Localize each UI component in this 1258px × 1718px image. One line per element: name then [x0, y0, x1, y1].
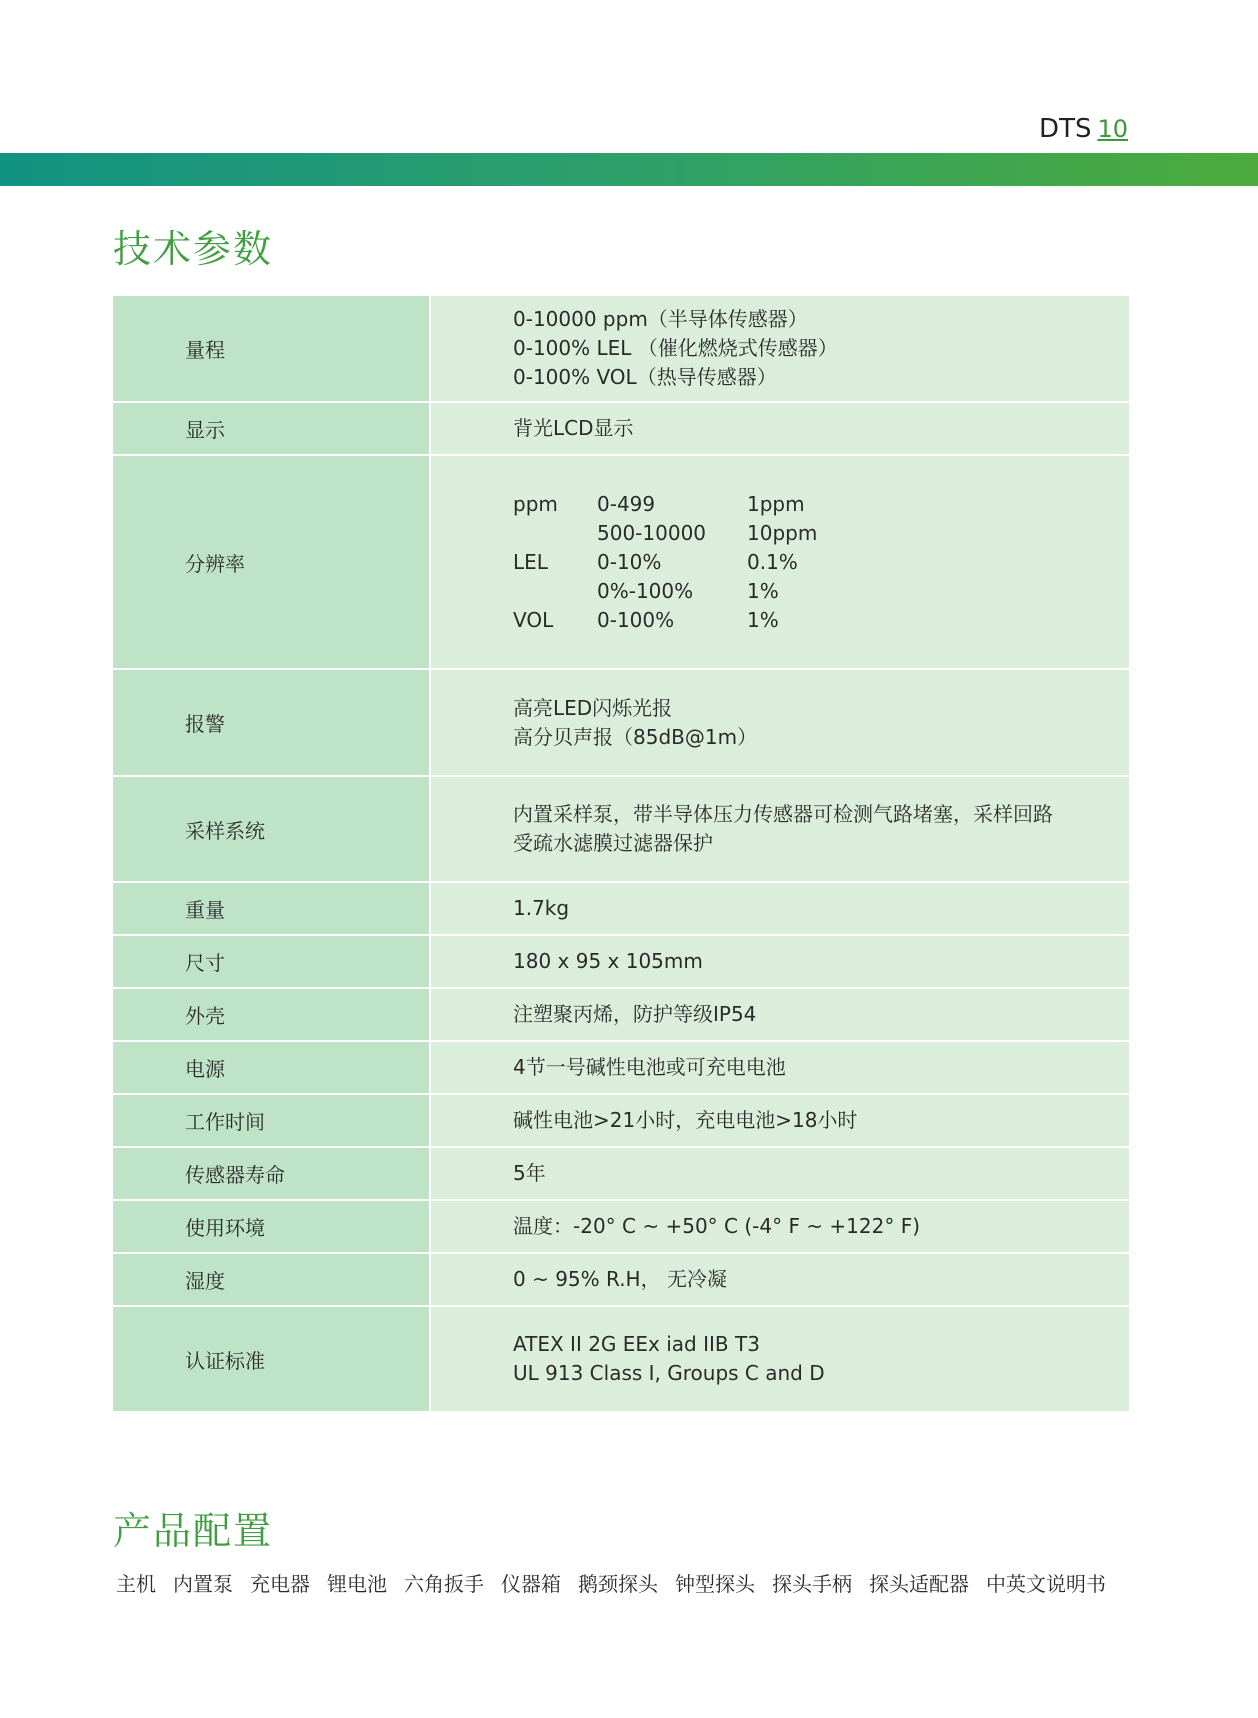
spec-label: 重量 — [113, 882, 430, 935]
res-step: 1% — [747, 578, 779, 603]
spec-label: 电源 — [113, 1041, 430, 1094]
spec-value: 注塑聚丙烯，防护等级IP54 — [430, 988, 1129, 1041]
spec-row-weight — [113, 882, 1129, 935]
spec-label: 量程 — [113, 296, 430, 402]
value-line: 高分贝声报（85dB@1m） — [513, 724, 758, 749]
spec-row-sampling — [113, 776, 1129, 882]
spec-row-environment — [113, 1200, 1129, 1253]
res-range: 0%-100% — [597, 578, 694, 603]
spec-value — [430, 1306, 1129, 1412]
spec-label: 尺寸 — [113, 935, 430, 988]
spec-label: 显示 — [113, 402, 430, 455]
spec-table — [113, 296, 1129, 1413]
spec-row-power — [113, 1041, 1129, 1094]
spec-value — [430, 455, 1129, 669]
config-item: 探头手柄 — [772, 1572, 852, 1596]
spec-row-alarm — [113, 669, 1129, 776]
config-item: 充电器 — [250, 1572, 310, 1596]
page-header — [1039, 114, 1128, 144]
spec-row-resolution — [113, 455, 1129, 669]
res-unit: LEL — [513, 549, 548, 574]
spec-value: 温度：-20° C ~ +50° C (-4° F ~ +122° F) — [430, 1200, 1129, 1253]
spec-row-certification — [113, 1306, 1129, 1412]
spec-row-housing — [113, 988, 1129, 1041]
spec-row-humidity — [113, 1253, 1129, 1306]
header-band — [0, 153, 1258, 186]
res-step: 1% — [747, 607, 779, 632]
spec-label: 外壳 — [113, 988, 430, 1041]
config-item: 鹅颈探头 — [578, 1572, 658, 1596]
spec-row-display — [113, 402, 1129, 455]
config-item: 仪器箱 — [501, 1572, 561, 1596]
page-number: 10 — [1097, 115, 1128, 143]
spec-label: 报警 — [113, 669, 430, 776]
value-line: 0-100% VOL（热导传感器） — [513, 365, 777, 389]
spec-row-sensor-life — [113, 1147, 1129, 1200]
res-range: 500-10000 — [597, 520, 707, 545]
section-title-params: 技术参数 — [113, 227, 274, 271]
config-item: 主机 — [116, 1572, 156, 1596]
config-list — [116, 1568, 1106, 1597]
spec-label: 采样系统 — [113, 776, 430, 882]
spec-value: 1.7kg — [430, 882, 1129, 935]
config-item: 钟型探头 — [675, 1572, 755, 1596]
res-step: 10ppm — [747, 520, 818, 545]
value-line: 0-100% LEL （催化燃烧式传感器） — [513, 336, 838, 360]
spec-value — [430, 669, 1129, 776]
res-range: 0-100% — [597, 607, 675, 632]
spec-row-runtime — [113, 1094, 1129, 1147]
res-unit: ppm — [513, 491, 558, 516]
section-title-config: 产品配置 — [113, 1509, 274, 1553]
value-line: ATEX II 2G EEx iad IIB T3 — [513, 1332, 760, 1356]
spec-row-size — [113, 935, 1129, 988]
res-range: 0-10% — [597, 549, 662, 574]
spec-value — [430, 296, 1129, 402]
brand-label: DTS — [1039, 114, 1092, 144]
spec-label: 工作时间 — [113, 1094, 430, 1147]
res-unit — [513, 577, 597, 606]
spec-value — [430, 776, 1129, 882]
value-line: 0-10000 ppm（半导体传感器） — [513, 307, 808, 331]
value-line: 高亮LED闪烁光报 — [513, 695, 673, 720]
res-range: 0-499 — [597, 491, 656, 516]
spec-label: 分辨率 — [113, 455, 430, 669]
spec-value: 180 x 95 x 105mm — [430, 935, 1129, 988]
value-line: 内置采样泵，带半导体压力传感器可检测气路堵塞，采样回路 — [513, 802, 1053, 826]
config-item: 锂电池 — [327, 1572, 387, 1596]
config-item: 中英文说明书 — [986, 1572, 1106, 1596]
res-unit — [513, 519, 597, 548]
spec-value: 背光LCD显示 — [430, 402, 1129, 455]
spec-label: 传感器寿命 — [113, 1147, 430, 1200]
value-line: UL 913 Class I, Groups C and D — [513, 1361, 825, 1385]
spec-value: 4节一号碱性电池或可充电电池 — [430, 1041, 1129, 1094]
value-line: 受疏水滤膜过滤器保护 — [513, 831, 713, 855]
res-unit: VOL — [513, 607, 554, 632]
spec-value: 5年 — [430, 1147, 1129, 1200]
resolution-grid — [513, 490, 1128, 635]
config-item: 内置泵 — [173, 1572, 233, 1596]
spec-value: 碱性电池>21小时，充电电池>18小时 — [430, 1094, 1129, 1147]
spec-value: 0 ~ 95% R.H， 无冷凝 — [430, 1253, 1129, 1306]
res-step: 1ppm — [747, 491, 805, 516]
spec-label: 湿度 — [113, 1253, 430, 1306]
spec-label: 认证标准 — [113, 1306, 430, 1412]
res-step: 0.1% — [747, 549, 798, 574]
spec-label: 使用环境 — [113, 1200, 430, 1253]
config-item: 探头适配器 — [869, 1572, 969, 1596]
config-item: 六角扳手 — [404, 1572, 484, 1596]
spec-row-range — [113, 296, 1129, 402]
